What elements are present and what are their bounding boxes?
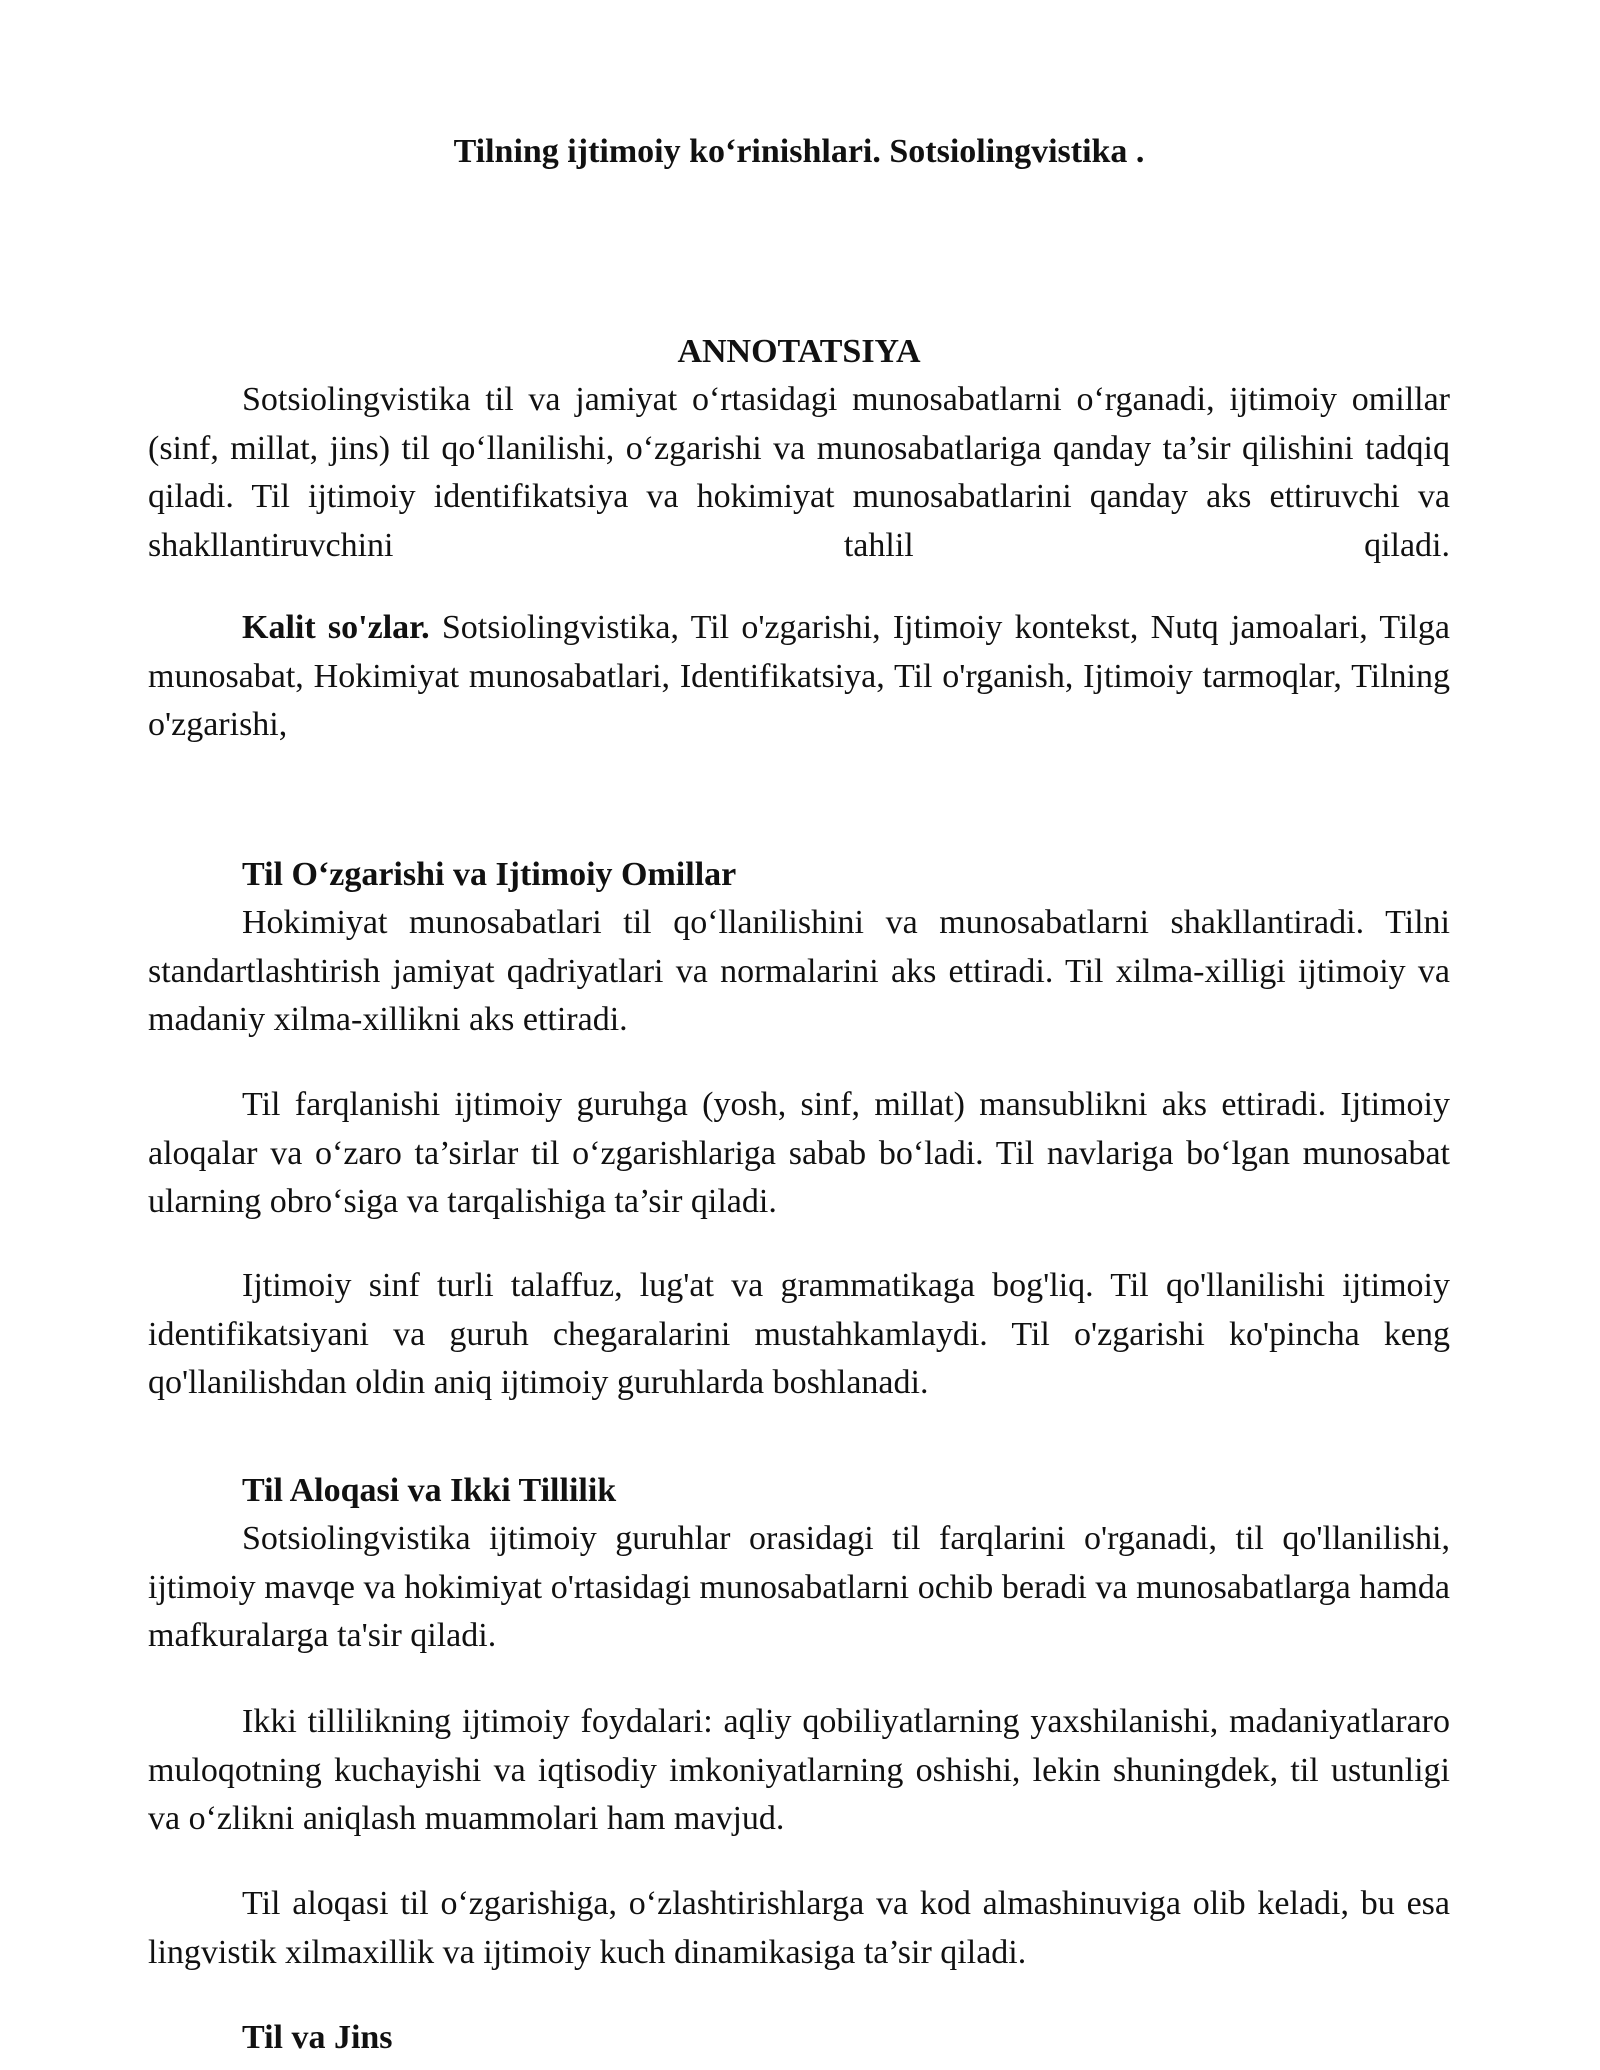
section-heading: Til O‘zgarishi va Ijtimoiy Omillar — [242, 856, 737, 893]
keywords-label: Kalit so'zlar. — [242, 609, 430, 646]
keywords-paragraph — [148, 604, 1450, 750]
section-paragraph: Til aloqasi til o‘zgarishiga, o‘zlashtirishlarga va kod almashinuviga olib keladi, bu esa lingvistik xilmaxillik va ijtimoiy kuch dinamikasiga ta’sir qiladi. — [148, 1885, 1450, 1971]
annotation-heading: ANNOTATSIYA — [677, 333, 921, 370]
section-paragraph: Til farqlanishi ijtimoiy guruhga (yosh, sinf, millat) mansublikni aks ettiradi. Ijtimoiy aloqalar va o‘zaro ta’sirlar til o‘zgarishlariga sabab bo‘ladi. Til navlariga bo‘lgan munosabat ularning obro‘siga va tarqalishiga ta’sir qiladi. — [148, 1086, 1450, 1220]
section-heading: Til Aloqasi va Ikki Tillilik — [242, 1472, 617, 1509]
document-title: Tilning ijtimoiy ko‘rinishlari. Sotsiolingvistika . — [453, 133, 1145, 170]
section-paragraph: Ijtimoiy sinf turli talaffuz, lug'at va grammatikaga bog'liq. Til qo'llanilishi ijtimoiy identifikatsiyani va guruh chegaralarini mustahkamlaydi. Til o'zgarishi ko'pincha keng qo'llanilishdan oldin aniq ijtimoiy guruhlarda boshlanadi. — [148, 1267, 1450, 1401]
keywords-text: Sotsiolingvistika, Til o'zgarishi, Ijtimoiy kontekst, Nutq jamoalari, Tilga munosabat, Hokimiyat munosabatlari, Identifikatsiya, Til o'rganish, Ijtimoiy tarmoqlar, Tilning o'zgarishi, — [148, 609, 1450, 743]
section-heading: Til va Jins — [242, 2019, 393, 2056]
section-paragraph: Ikki tillilikning ijtimoiy foydalari: aqliy qobiliyatlarning yaxshilanishi, madaniyatlararo muloqotning kuchayishi va iqtisodiy imkoniyatlarning oshishi, lekin shuningdek, til ustunligi va o‘zlikni aniqlash muammolari ham mavjud. — [148, 1703, 1450, 1837]
annotation-paragraph: Sotsiolingvistika til va jamiyat o‘rtasidagi munosabatlarni o‘rganadi, ijtimoiy omillar (sinf, millat, jins) til qo‘llanilishi, o‘zgarishi va munosabatlariga qanday ta’sir qilishini tadqiq qiladi. Til ijtimoiy identifikatsiya va hokimiyat munosabatlarini qanday aks ettiruvchi va shakllantiruvchini tahlil qiladi. — [148, 381, 1450, 564]
section-paragraph: Sotsiolingvistika ijtimoiy guruhlar orasidagi til farqlarini o'rganadi, til qo'llanilishi, ijtimoiy mavqe va hokimiyat o'rtasidagi munosabatlarni ochib beradi va munosabatlarga hamda mafkuralarga ta'sir qiladi. — [148, 1520, 1450, 1654]
section-paragraph: Hokimiyat munosabatlari til qo‘llanilishini va munosabatlarni shakllantiradi. Tilni standartlashtirish jamiyat qadriyatlari va normalarini aks ettiradi. Til xilma-xilligi ijtimoiy va madaniy xilma-xillikni aks ettiradi. — [148, 904, 1450, 1038]
